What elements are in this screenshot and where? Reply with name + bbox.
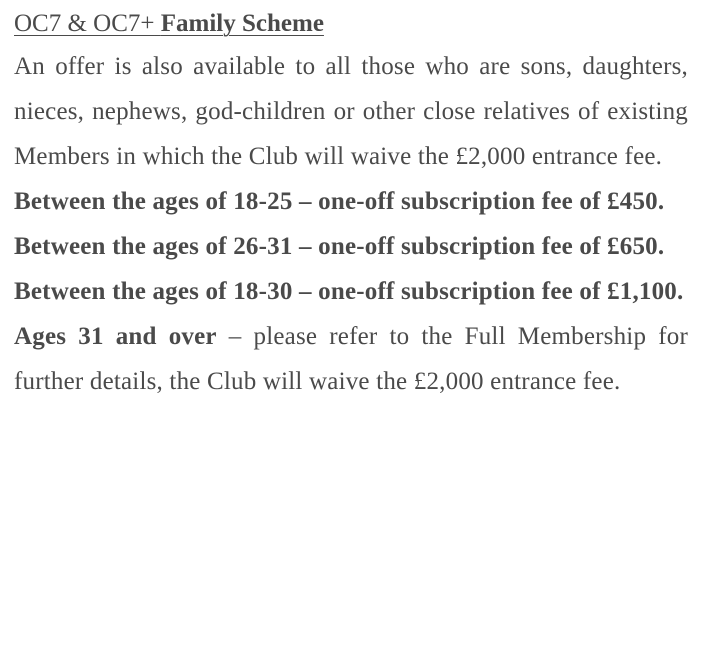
closing-paragraph xyxy=(14,314,688,404)
heading-bold: Family Scheme xyxy=(160,10,324,37)
offer-age-18-25: Between the ages of 18-25 – one-off subscription fee of £450. xyxy=(14,188,665,215)
closing-rest: – please refer to the Full Membership for further details, the Club will waive the £2,000 entrance fee. xyxy=(14,323,688,395)
closing-bold: Ages 31 and over xyxy=(14,323,217,350)
section-heading xyxy=(14,4,688,44)
heading-prefix: OC7 & OC7+ xyxy=(14,10,155,37)
intro-paragraph: An offer is also available to all those who are sons, daughters, nieces, nephews, god-children or other close relatives of existing Members in which the Club will waive the £2,000 entrance fee. xyxy=(14,53,688,170)
offer-age-26-31: Between the ages of 26-31 – one-off subscription fee of £650. xyxy=(14,233,665,260)
offer-age-18-30: Between the ages of 18-30 – one-off subscription fee of £1,100. xyxy=(14,278,684,305)
